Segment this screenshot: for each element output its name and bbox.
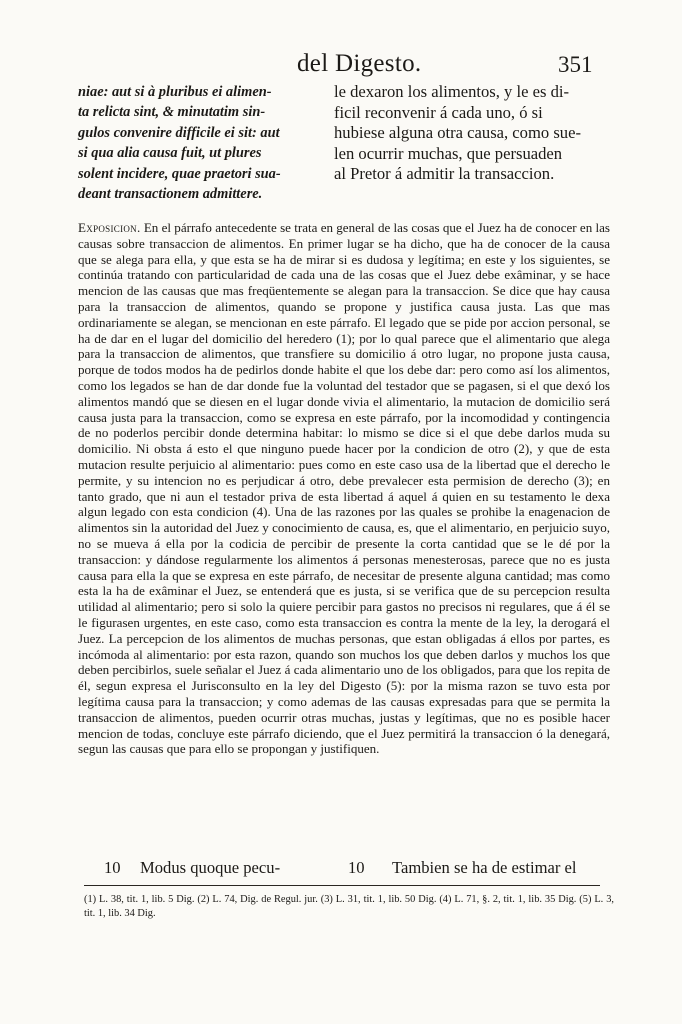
commentary-paragraph bbox=[78, 220, 610, 757]
spanish-section-start: Tambien se ha de estimar el bbox=[392, 858, 577, 877]
latin-line: gulos convenire difficile ei sit: aut bbox=[78, 124, 280, 141]
latin-line: ta relicta sint, & minutatim sin- bbox=[78, 104, 266, 121]
commentary-text: En el párrafo antecedente se trata en general de las cosas que el Juez ha de conocer en las causas sobre transaccion de alimentos. En primer lugar se ha dicho, que ha de conocer de la causa que se alega para ella, y que esta se ha de mirar si es dudosa y legítima; en este y los siguientes, se continúa tratando con particularidad de cada una de las cosas que el Juez debe exâminar, y se hace mencion de las causas que mas freqüentemente se alegan para la transaccion. Se dice que hay causa para la transaccion de alimentos, quando se propone y justifica causa justa. Las que mas ordinariamente se alegan, se mencionan en este párrafo. El legado que se pide por accion personal, se ha de dar en el lugar del domicilio del heredero (1); por lo qual parece que el alimentario que alega para la transaccion de alimentos, que transfiere su domicilio á otro lugar, no propone justa causa, porque de todos modos ha de pedirlos donde habite el que los debe dar: pero como así los alimentos, como los legados se han de dar donde fue la voluntad del testador que se pagasen, si el que dexó los alimentos mandó que se diesen en el lugar donde vivia el alimentario, la mutacion de domicilio será causa justa para la transaccion, como se expresa en este párrafo, por la incomodidad y contingencia de no poderlos percibir donde determina habitar: lo mismo se dice si el que debe darlos muda su domicilio. Ni obsta á esto el que ninguno puede hacer por la condicion de otro (2), y que de esta mutacion resulte perjuicio al alimentario: pues como en este caso usa de la libertad que el derecho le permite, y su intencion no es perjudicar á otro, debe prevalecer esta permision de derecho (3); en tanto grado, que ni aun el testador priva de esta libertad á aquel á quien en su testamento le dexa algun legado con esta condicion (4). Una de las razones por las quales se prohibe la enagenacion de alimentos sin la autoridad del Juez y conocimiento de causa, es, que el alimentario, en perjuicio suyo, no se mueva á ella por la codicia de percibir de presente la corta cantidad que se le dé por la transaccion: y dándose regularmente los alimentos á personas menesterosas, parece que no es justa causa para ella la que se expresa en este párrafo, de necesitar de presente alguna cantidad; mas como esta la ha de exâminar el Juez, se entenderá que es justa, si se verifica que de su percepcion resulta utilidad al alimentario; pero si solo la quiere percibir para gastos no precisos ni regulares, que á él se le figurasen urgentes, en este caso, como esta transaccion es contra la mente de la ley, la derogará el Juez. La percepcion de los alimentos de muchas personas, que estan obligadas á ellos por partes, es incómoda al alimentario: por esta razon, quando son muchos los que deben darlos y muchos los que deben percibirlos, suele señalar el Juez á cada alimentario uno de los obligados, para que los repita de él, segun expresa el Jurisconsulto en la ley del Digesto (5): por la misma razon se tuvo esta por legítima causa para la transaccion; y como ademas de las causas expresadas para que se permita la transaccion de alimentos, pueden ocurrir otras muchas, justas y legítimas, que no es posible hacer mencion de todas, concluye este párrafo diciendo, que el Juez permitirá la transaccion ó la denegará, segun las causas que para ello se propongan y justifiquen. bbox=[78, 220, 610, 757]
spanish-line: al Pretor á admitir la transaccion. bbox=[334, 164, 555, 184]
latin-line: deant transactionem admittere. bbox=[78, 186, 263, 203]
spanish-line: len ocurrir muchas, que persuaden bbox=[334, 143, 563, 163]
latin-line: si qua alia causa fuit, ut plures bbox=[78, 145, 262, 162]
spanish-column bbox=[334, 82, 604, 185]
footnote-rule bbox=[84, 885, 600, 886]
latin-section-number: 10 bbox=[104, 858, 121, 877]
commentary-heading: Exposicion. bbox=[78, 220, 141, 235]
spanish-line: le dexaron los alimentos, y le es di- bbox=[334, 82, 570, 101]
latin-line: solent incidere, quae praetori sua- bbox=[78, 165, 281, 182]
footnotes bbox=[84, 893, 614, 920]
running-title: del Digesto. bbox=[297, 50, 422, 77]
spanish-section-number: 10 bbox=[348, 858, 365, 877]
page-number: 351 bbox=[558, 52, 593, 77]
page-header bbox=[0, 50, 682, 84]
latin-section-start: Modus quoque pecu- bbox=[140, 858, 281, 877]
footnote-text: (1) L. 38, tit. 1, lib. 5 Dig. (2) L. 74, Dig. de Regul. jur. (3) L. 31, tit. 1, lib. 50 Dig. (4) L. 71, §. 2, tit. 1, lib. 35 Dig. (5) L. 3, tit. 1, lib. 34 Dig. bbox=[84, 894, 614, 919]
latin-column bbox=[78, 82, 326, 204]
spanish-line: hubiese alguna otra causa, como sue- bbox=[334, 123, 581, 143]
next-section-start bbox=[0, 858, 682, 882]
latin-line: niae: aut si à pluribus ei alimen- bbox=[78, 84, 272, 100]
spanish-line: ficil reconvenir á cada uno, ó si bbox=[334, 102, 543, 122]
